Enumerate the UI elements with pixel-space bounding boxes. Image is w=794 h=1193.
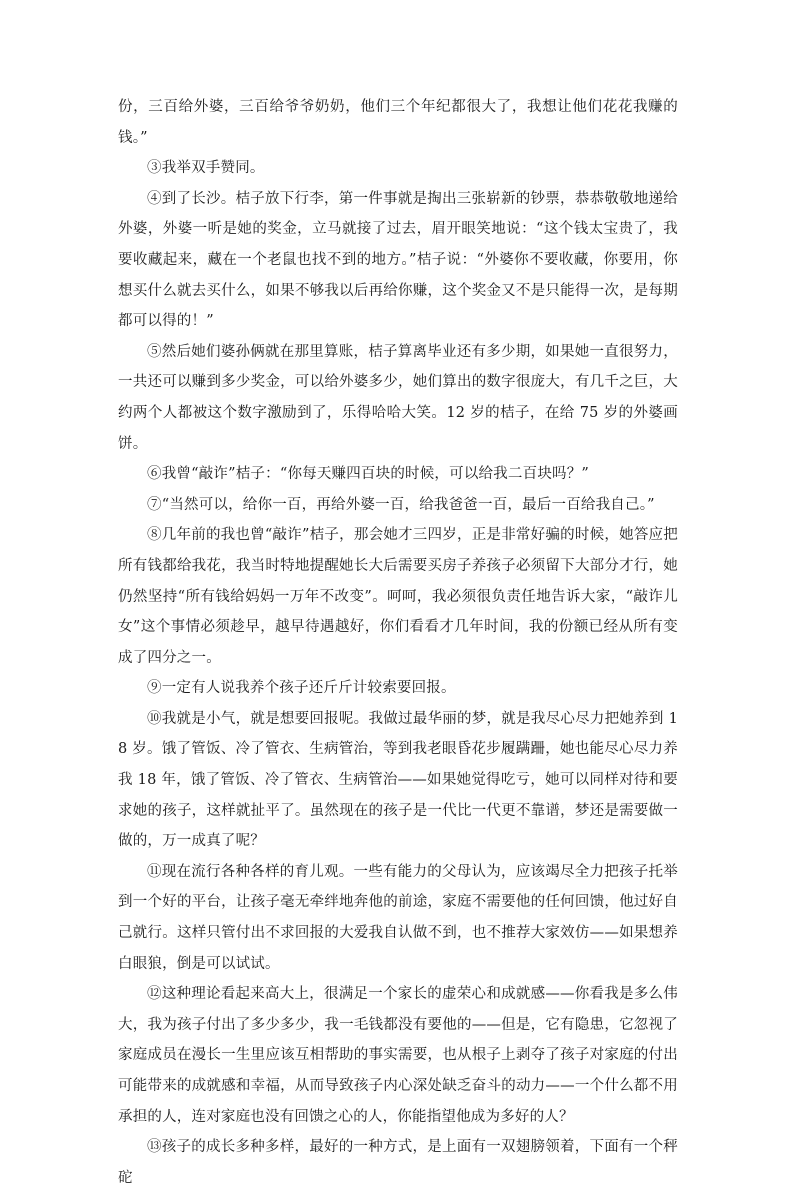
paragraph-continued: 份，三百给外婆，三百给爷爷奶奶，他们三个年纪都很大了，我想让他们花花我赚的钱。” [118, 99, 678, 146]
paragraph-3: ③我举双手赞同。 [147, 160, 265, 177]
paragraph-13: ⑬孩子的成长多种多样，最好的一种方式，是上面有一双翅膀领着，下面有一个秤砣 [118, 1139, 678, 1186]
paragraph-4: ④到了长沙。桔子放下行李，第一件事就是掏出三张崭新的钞票，恭恭敬敬地递给外婆，外婆一听是她的奖金，立马就接了过去，眉开眼笑地说：“这个钱太宝贵了，我要收藏起来，藏在一个老鼠也找不到的地方。”桔子说：“外婆你不要收藏，你要用，你想买什么就去买什么，如果不够我以后再给你赚，这个奖金又不是只能得一次，是每期都可以得的！” [118, 190, 678, 330]
paragraph-10: ⑩我就是小气，就是想要回报呢。我做过最华丽的梦，就是我尽心尽力把她养到 18 岁。饿了管饭、冷了管衣、生病管治，等到我老眼昏花步履蹒跚，她也能尽心尽力养我 18 年，饿了管饭、冷了管衣、生病管治——如果她觉得吃亏，她可以同样对待和要求她的孩子，这样就扯平了。虽然现在的孩子是一代比一代更不靠谱，梦还是需要做一做的，万一成真了呢？ [118, 710, 678, 850]
paragraph-12: ⑫这种理论看起来高大上，很满足一个家长的虚荣心和成就感——你看我是多么伟大，我为孩子付出了多少多少，我一毛钱都没有要他的——但是，它有隐患，它忽视了家庭成员在漫长一生里应该互相帮助的事实需要，也从根子上剥夺了孩子对家庭的付出可能带来的成就感和幸福，从而导致孩子内心深处缺乏奋斗的动力——一个什么都不用承担的人，连对家庭也没有回馈之心的人，你能指望他成为多好的人？ [118, 986, 678, 1125]
paragraph-9: ⑨一定有人说我养个孩子还斤斤计较索要回报。 [147, 680, 456, 697]
paragraph-7: ⑦“当然可以，给你一百，再给外婆一百，给我爸爸一百，最后一百给我自己。” [147, 496, 655, 513]
paragraph-8: ⑧几年前的我也曾“敲诈”桔子，那会她才三四岁，正是非常好骗的时候，她答应把所有钱都给我花，我当时特地提醒她长大后需要买房子养孩子必须留下大部分才行，她仍然坚持“所有钱给妈妈一万年不改变”。呵呵，我必须很负责任地告诉大家，“敲诈儿女”这个事情必须趁早，越早待遇越好，你们看看才几年时间，我的份额已经从所有变成了四分之一。 [118, 527, 678, 666]
paragraph-6: ⑥我曾“敲诈”桔子：“你每天赚四百块的时候，可以给我二百块吗？” [147, 466, 590, 483]
paragraph-5: ⑤然后她们婆孙俩就在那里算账，桔子算离毕业还有多少期，如果她一直很努力，一共还可以赚到多少奖金，可以给外婆多少，她们算出的数字很庞大，有几千之巨，大约两个人都被这个数字激励到了，乐得哈哈大笑。12 岁的桔子，在给 75 岁的外婆画饼。 [118, 343, 678, 452]
paragraph-11: ⑪现在流行各种各样的育儿观。一些有能力的父母认为，应该竭尽全力把孩子托举到一个好的平台，让孩子毫无牵绊地奔他的前途，家庭不需要他的任何回馈，他过好自己就行。这样只管付出不求回报的大爱我自认做不到，也不推荐大家效仿——如果想养白眼狼，倒是可以试试。 [118, 863, 678, 972]
article-body [118, 92, 678, 1193]
